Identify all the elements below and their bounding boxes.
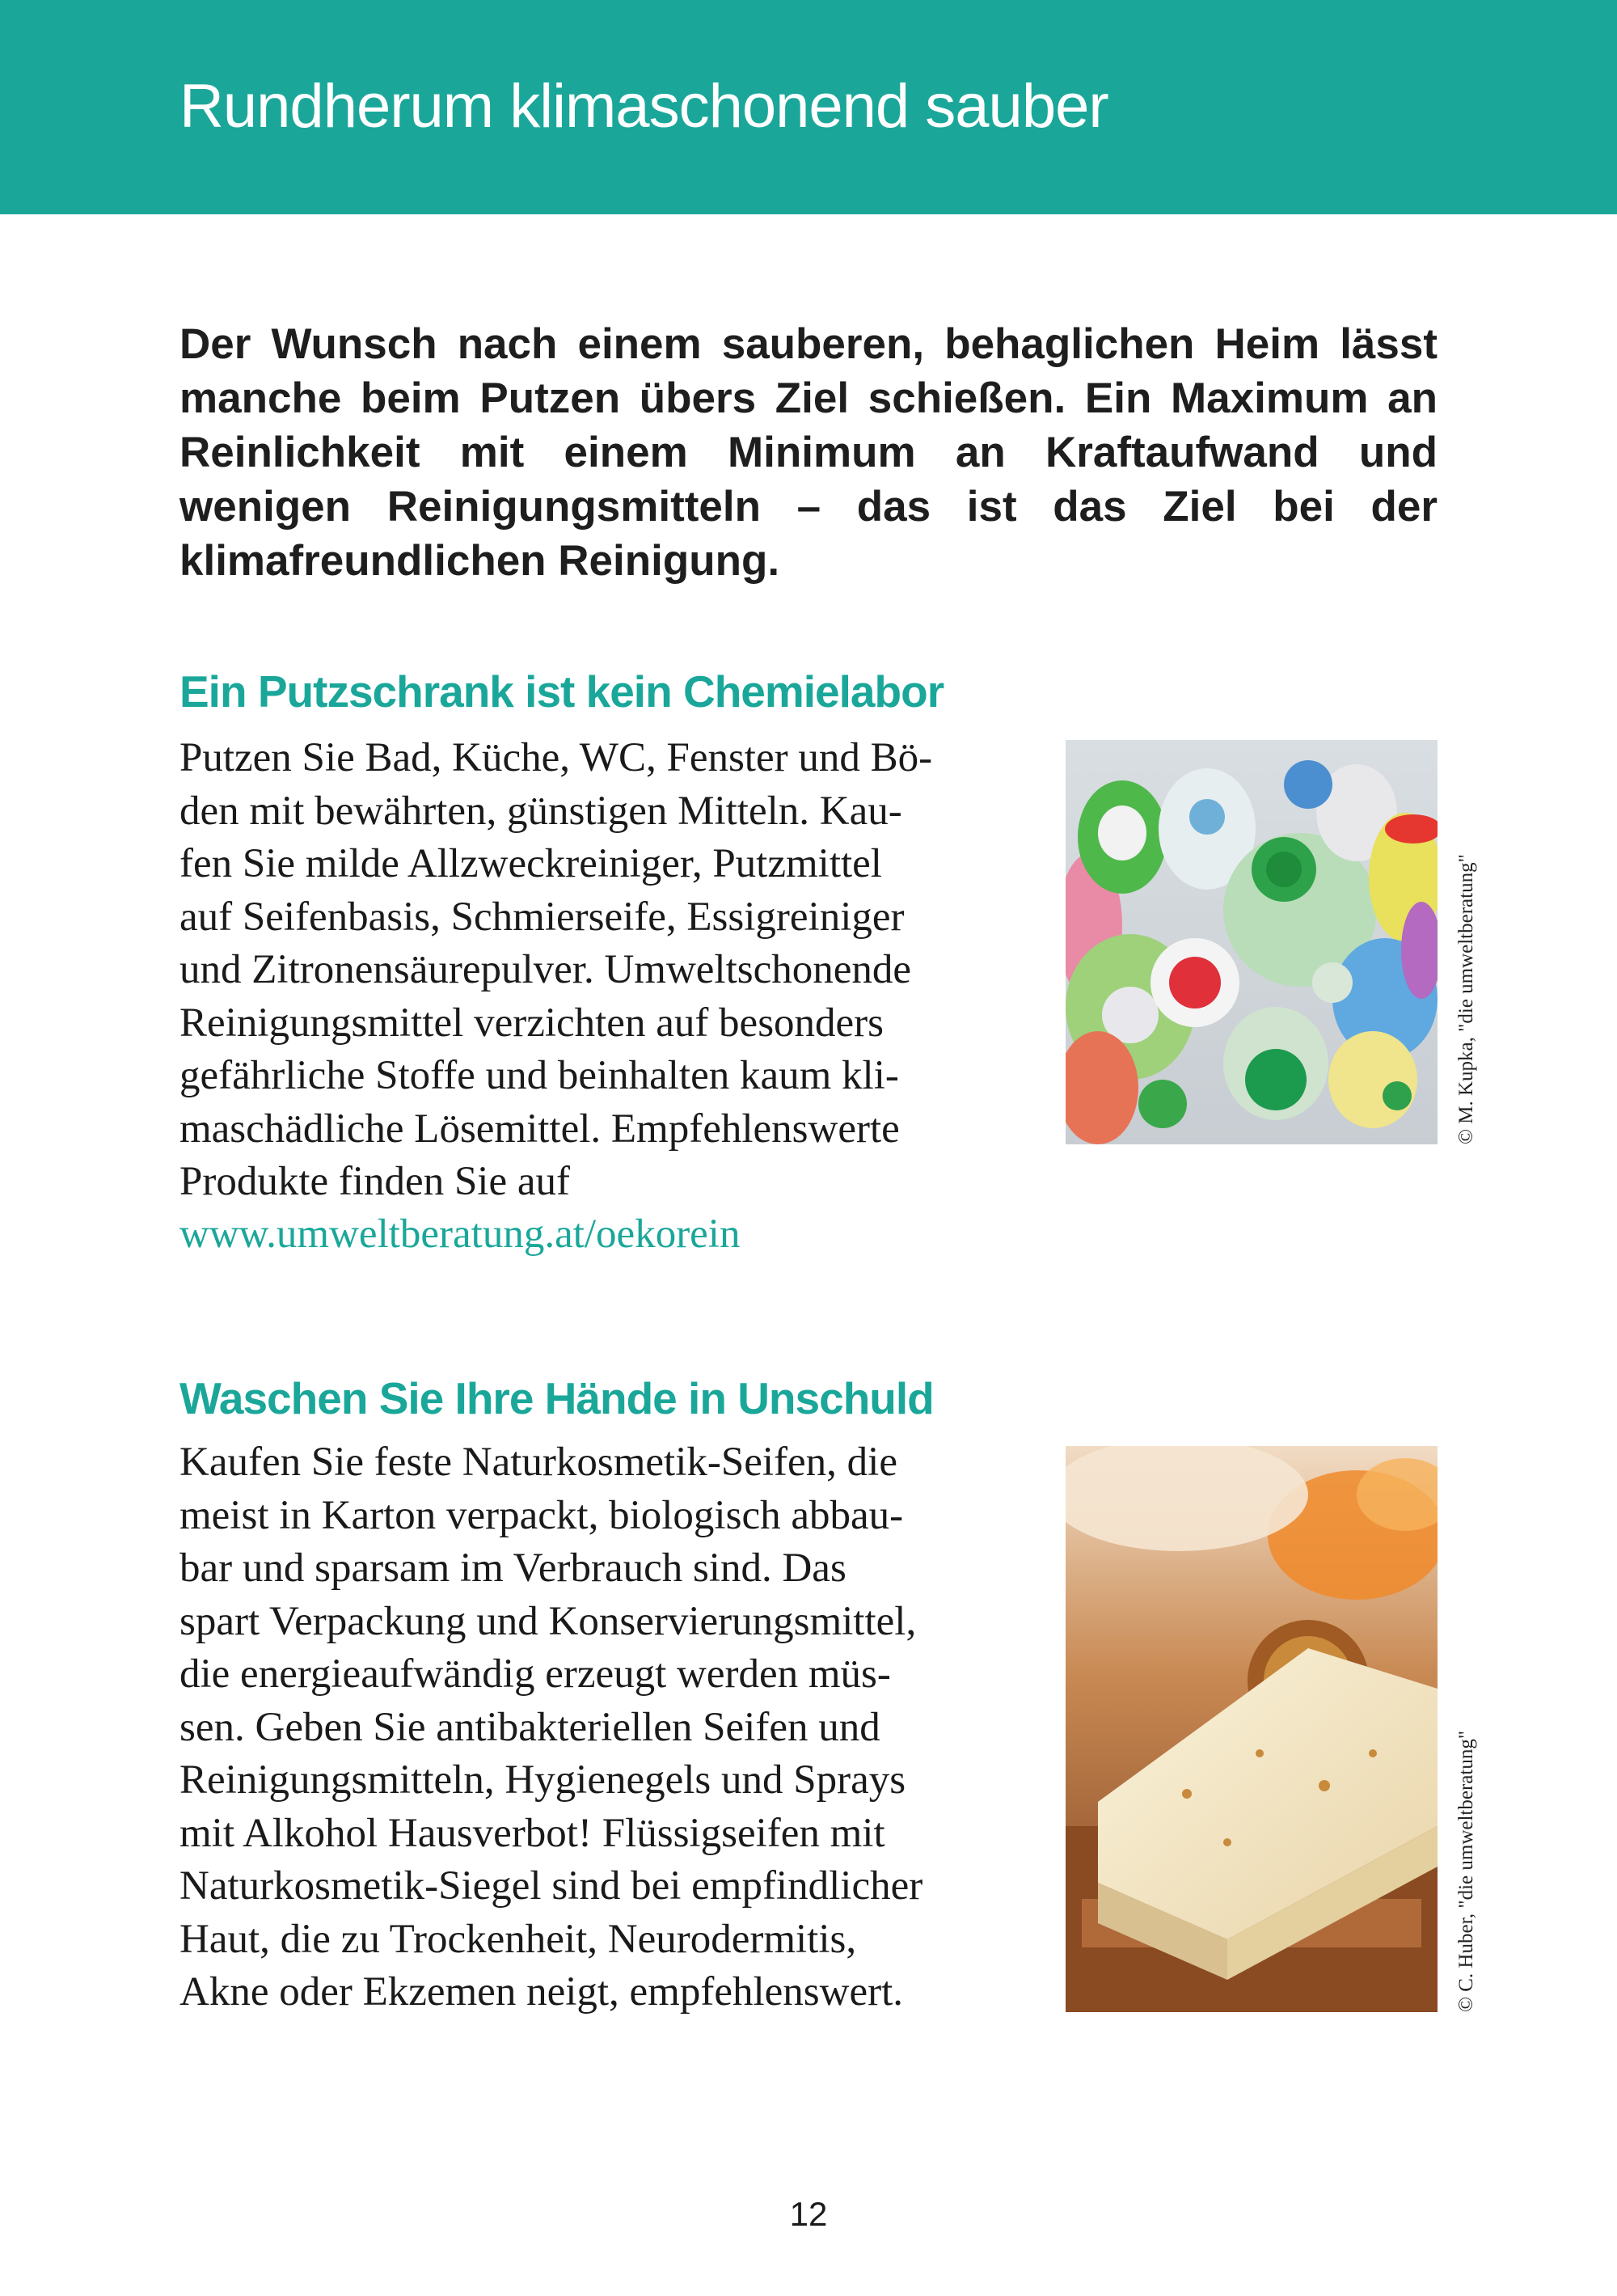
text-line: auf Seifenbasis, Schmierseife, Essigreiniger bbox=[179, 894, 905, 940]
text-line: Naturkosmetik-Siegel sind bei empfindlicher bbox=[179, 1863, 923, 1909]
cleaning-bottles-photo bbox=[1066, 740, 1438, 1144]
soap-bar-photo bbox=[1066, 1446, 1438, 2012]
text-line: sen. Geben Sie antibakteriellen Seifen und bbox=[179, 1704, 880, 1750]
text-line: spart Verpackung und Konservierungsmittel, bbox=[179, 1598, 917, 1644]
text-line: und Zitronensäurepulver. Umweltschonende bbox=[179, 947, 912, 992]
text-line: Reinigungsmittel verzichten auf besonders bbox=[179, 1000, 884, 1046]
text-line: meist in Karton verpackt, biologisch abbau- bbox=[179, 1492, 904, 1538]
text-line: mit Alkohol Hausverbot! Flüssigseifen mit bbox=[179, 1810, 885, 1856]
page-header bbox=[0, 0, 1617, 214]
text-line: Haut, die zu Trockenheit, Neurodermitis, bbox=[179, 1916, 857, 1962]
section-heading-putzschrank: Ein Putzschrank ist kein Chemielabor bbox=[179, 666, 944, 717]
page-title: Rundherum klimaschonend sauber bbox=[179, 72, 1108, 141]
text-line: bar und sparsam im Verbrauch sind. Das bbox=[179, 1545, 846, 1591]
section-body-putzschrank bbox=[179, 732, 1032, 1209]
text-line: Produkte finden Sie auf bbox=[179, 1159, 570, 1204]
section-heading-haende: Waschen Sie Ihre Hände in Unschuld bbox=[179, 1373, 934, 1423]
section-body-haende bbox=[179, 1436, 1032, 2019]
text-line: Reinigungsmitteln, Hygienegels und Sprays bbox=[179, 1757, 906, 1803]
text-line: den mit bewährten, günstigen Mitteln. Kau- bbox=[179, 788, 902, 834]
text-line: maschädliche Lösemittel. Empfehlenswerte bbox=[179, 1106, 900, 1152]
text-line: Putzen Sie Bad, Küche, WC, Fenster und Bö- bbox=[179, 735, 933, 780]
text-line: Akne oder Ekzemen neigt, empfehlenswert. bbox=[179, 1969, 903, 2015]
text-line: Kaufen Sie feste Naturkosmetik-Seifen, die bbox=[179, 1440, 897, 1485]
oekorein-link[interactable]: www.umweltberatung.at/oekorein bbox=[179, 1211, 741, 1257]
page-number: 12 bbox=[789, 2195, 828, 2233]
photo-credit-kupka: © M. Kupka, "die umweltberatung" bbox=[1455, 854, 1477, 1144]
text-line: gefährliche Stoffe und beinhalten kaum kli- bbox=[179, 1053, 899, 1098]
photo-credit-huber: © C. Huber, "die umweltberatung" bbox=[1455, 1730, 1477, 2012]
lead-paragraph: Der Wunsch nach einem sauberen, behaglichen Heim lässt manche beim Putzen übers Ziel schießen. Ein Maximum an Reinlichkeit mit einem Minimum an Kraftaufwand und wenigen Reinigungsmitteln – das ist das Ziel bei der klimafreundlichen Reinigung. bbox=[179, 320, 1438, 585]
text-line: fen Sie milde Allzweckreiniger, Putzmittel bbox=[179, 841, 882, 886]
text-line: die energieaufwändig erzeugt werden müs- bbox=[179, 1651, 891, 1697]
